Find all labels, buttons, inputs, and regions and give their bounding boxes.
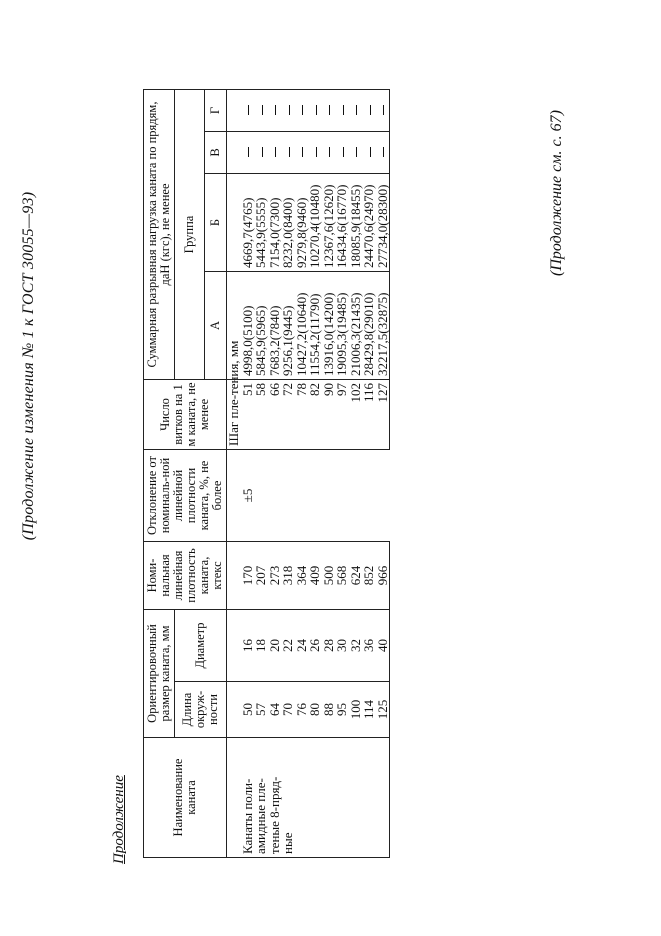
diameter-cell: 36 (362, 609, 376, 681)
dash-mark (262, 147, 263, 157)
circumference-cell: 114 (362, 682, 376, 738)
continuation-label: Продолжение (111, 775, 127, 864)
group-v-cell (376, 131, 390, 173)
header-group-v: В (205, 131, 227, 173)
circumference-cell: 95 (335, 682, 349, 738)
pitch-cell: 51 (241, 379, 255, 449)
rope-name-cell (376, 738, 390, 858)
group-a-cell: 4998,0(5100) (241, 271, 255, 379)
diameter-cell: 28 (322, 609, 336, 681)
group-v-cell (349, 131, 363, 173)
pitch-cell: 102 (349, 379, 363, 449)
pitch-cell: 78 (295, 379, 309, 449)
group-g-cell (322, 89, 336, 131)
density-cell: 852 (362, 541, 376, 609)
rope-name-cell: амидные пле- (254, 738, 268, 858)
header-linear-density: Номи-нальная линейная плотность каната, ктекс (144, 541, 227, 609)
dash-mark (329, 105, 330, 115)
pitch-label: Шаг пле-тения, мм (227, 379, 241, 449)
density-cell: 568 (335, 541, 349, 609)
diameter-cell: 20 (268, 609, 282, 681)
diameter-cell: 26 (308, 609, 322, 681)
group-v-cell (362, 131, 376, 173)
group-b-cell: 24470,6(24970) (362, 173, 376, 271)
group-b-cell: 5443,9(5555) (254, 173, 268, 271)
header-group-a: А (205, 271, 227, 379)
density-cell: 624 (349, 541, 363, 609)
group-g-cell (335, 89, 349, 131)
group-v-cell (268, 131, 282, 173)
group-v-cell (335, 131, 349, 173)
density-cell: 170 (241, 541, 255, 609)
density-cell: 364 (295, 541, 309, 609)
dash-mark (275, 105, 276, 115)
circumference-cell: 64 (268, 682, 282, 738)
group-g-cell (281, 89, 295, 131)
group-a-cell: 32217,5(32875) (376, 271, 390, 379)
header-approx-size: Ориентировочный размер каната, мм (144, 609, 175, 737)
group-a-cell: 19095,3(19485) (335, 271, 349, 379)
table-row (241, 89, 255, 857)
header-name: Наименование каната (144, 738, 227, 858)
diameter-cell: 40 (376, 609, 390, 681)
group-v-cell (254, 131, 268, 173)
diameter-cell: 24 (295, 609, 309, 681)
header-turns: Число витков на 1 м каната, не менее (144, 379, 227, 449)
group-b-cell: 18085,9(18455) (349, 173, 363, 271)
dash-mark (356, 105, 357, 115)
pitch-cell: 97 (335, 379, 349, 449)
tolerance-cell: ±5 (241, 449, 390, 541)
rope-name-cell (335, 738, 349, 858)
dash-mark (356, 147, 357, 157)
group-b-cell: 7154,0(7300) (268, 173, 282, 271)
circumference-cell: 125 (376, 682, 390, 738)
group-a-cell: 11554,2(11790) (308, 271, 322, 379)
dash-mark (316, 147, 317, 157)
diameter-cell: 22 (281, 609, 295, 681)
rope-name-cell (308, 738, 322, 858)
rope-name-cell: теные 8-пряд- (268, 738, 282, 858)
density-cell: 273 (268, 541, 282, 609)
dash-mark (248, 147, 249, 157)
rope-name-cell (362, 738, 376, 858)
dash-mark (383, 147, 384, 157)
header-group-g: Г (205, 89, 227, 131)
group-v-cell (241, 131, 255, 173)
dash-mark (329, 147, 330, 157)
group-b-cell: 10270,4(10480) (308, 173, 322, 271)
dash-mark (316, 105, 317, 115)
group-v-cell (295, 131, 309, 173)
group-g-cell (268, 89, 282, 131)
dash-mark (275, 147, 276, 157)
pitch-cell: 58 (254, 379, 268, 449)
rope-spec-table (143, 89, 390, 858)
group-v-cell (322, 131, 336, 173)
header-circumference: Длина окруж-ности (175, 682, 227, 738)
rope-name-cell (322, 738, 336, 858)
density-cell: 207 (254, 541, 268, 609)
header-deviation: Отклонение от номиналь-ной линейной плотности каната, %, не более (144, 449, 227, 541)
group-a-cell: 28429,8(29010) (362, 271, 376, 379)
group-b-cell: 16434,6(16770) (335, 173, 349, 271)
group-a-cell: 9256,1(9445) (281, 271, 295, 379)
diameter-cell: 18 (254, 609, 268, 681)
pitch-cell: 127 (376, 379, 390, 449)
dash-mark (248, 105, 249, 115)
rope-name-cell (295, 738, 309, 858)
group-b-cell: 27734,0(28300) (376, 173, 390, 271)
group-g-cell (349, 89, 363, 131)
header-breaking-load: Суммарная разрывная нагрузка каната по прядям, даН (кгс), не менее (144, 89, 175, 379)
group-v-cell (281, 131, 295, 173)
circumference-cell: 88 (322, 682, 336, 738)
group-g-cell (376, 89, 390, 131)
group-g-cell (254, 89, 268, 131)
diameter-cell: 32 (349, 609, 363, 681)
pitch-cell: 66 (268, 379, 282, 449)
diameter-cell: 16 (241, 609, 255, 681)
rope-name-cell (349, 738, 363, 858)
density-cell: 409 (308, 541, 322, 609)
group-g-cell (295, 89, 309, 131)
header-diameter: Диаметр (175, 609, 227, 681)
dash-mark (289, 147, 290, 157)
group-b-cell: 9279,8(9460) (295, 173, 309, 271)
density-cell: 500 (322, 541, 336, 609)
rope-name-cell: ные (281, 738, 295, 858)
pitch-cell: 82 (308, 379, 322, 449)
table-row-subheader (227, 89, 241, 857)
group-v-cell (308, 131, 322, 173)
dash-mark (370, 105, 371, 115)
circumference-cell: 76 (295, 682, 309, 738)
dash-mark (370, 147, 371, 157)
header-group-b: Б (205, 173, 227, 271)
dash-mark (302, 147, 303, 157)
footer-note: (Продолжение см. с. 67) (548, 110, 565, 276)
group-g-cell (308, 89, 322, 131)
group-a-cell: 21006,3(21435) (349, 271, 363, 379)
dash-mark (343, 105, 344, 115)
pitch-cell: 116 (362, 379, 376, 449)
diameter-cell: 30 (335, 609, 349, 681)
group-b-cell: 8232,0(8400) (281, 173, 295, 271)
pitch-cell: 72 (281, 379, 295, 449)
circumference-cell: 80 (308, 682, 322, 738)
density-cell: 966 (376, 541, 390, 609)
dash-mark (343, 147, 344, 157)
rope-name-cell: Канаты поли- (241, 738, 255, 858)
group-a-cell: 10427,2(10640) (295, 271, 309, 379)
circumference-cell: 70 (281, 682, 295, 738)
dash-mark (383, 105, 384, 115)
group-b-cell: 12367,6(12620) (322, 173, 336, 271)
header-group: Группа (175, 89, 205, 379)
dash-mark (289, 105, 290, 115)
circumference-cell: 100 (349, 682, 363, 738)
group-a-cell: 7683,2(7840) (268, 271, 282, 379)
pitch-cell: 90 (322, 379, 336, 449)
circumference-cell: 57 (254, 682, 268, 738)
running-head: (Продолжение изменения № 1 к ГОСТ 30055—93) (20, 191, 37, 541)
dash-mark (302, 105, 303, 115)
group-a-cell: 5845,9(5965) (254, 271, 268, 379)
group-g-cell (362, 89, 376, 131)
group-b-cell: 4669,7(4765) (241, 173, 255, 271)
group-g-cell (241, 89, 255, 131)
dash-mark (262, 105, 263, 115)
circumference-cell: 50 (241, 682, 255, 738)
density-cell: 318 (281, 541, 295, 609)
group-a-cell: 13916,0(14200) (322, 271, 336, 379)
